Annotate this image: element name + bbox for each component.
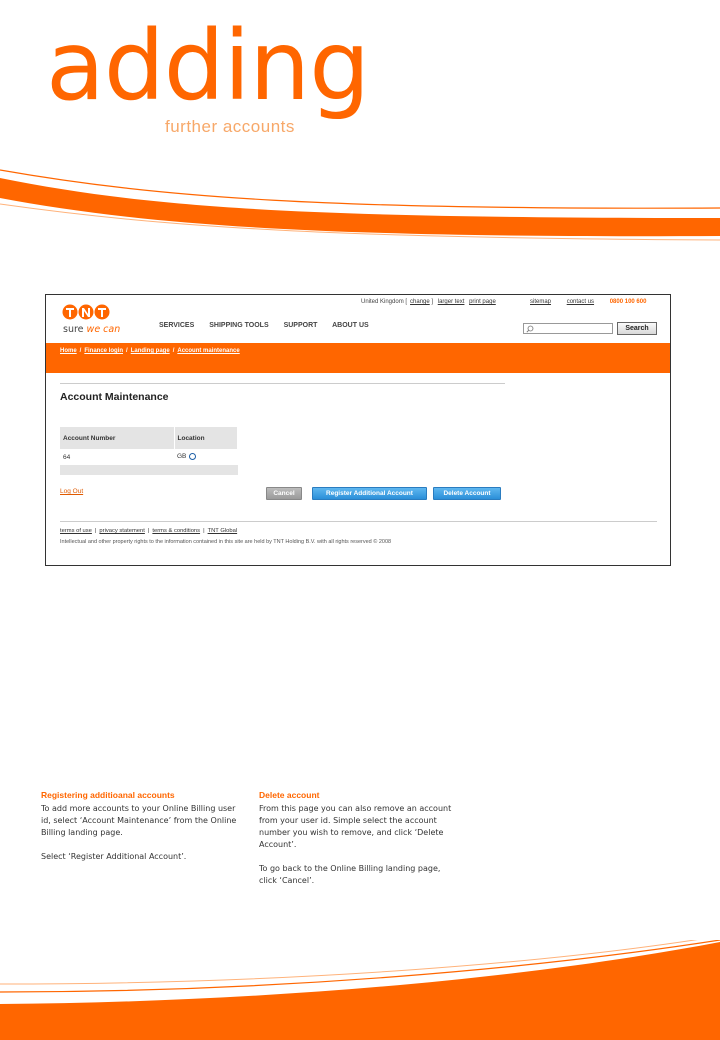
register-additional-account-button[interactable]: Register Additional Account [312, 487, 427, 500]
breadcrumb-home[interactable]: Home [60, 348, 77, 354]
delete-text-2: To go back to the Online Billing landing page, click ‘Cancel’. [259, 864, 441, 885]
breadcrumb-landing-page[interactable]: Landing page [130, 348, 170, 354]
content-divider [60, 383, 505, 384]
cancel-button[interactable]: Cancel [266, 487, 302, 500]
country-bracket: ] [431, 299, 434, 305]
register-instructions [41, 790, 241, 875]
footer-tnt-global[interactable]: TNT Global [207, 528, 238, 534]
table-row [60, 449, 238, 465]
delete-instructions [259, 790, 459, 899]
nav-about-us[interactable]: ABOUT US [332, 322, 369, 329]
footer-links: terms of use | privacy statement | terms & conditions | TNT Global [60, 528, 238, 534]
footer-privacy-statement[interactable]: privacy statement [99, 528, 145, 534]
top-swoosh-graphic [0, 168, 720, 248]
search-button[interactable]: Search [617, 322, 657, 335]
nav-shipping-tools[interactable]: SHIPPING TOOLS [209, 322, 269, 329]
tnt-logo-icon [62, 304, 110, 320]
country-label: United Kingdom [ [361, 299, 408, 305]
screenshot-account-maintenance [45, 294, 671, 566]
search-icon [526, 325, 534, 333]
nav-services[interactable]: SERVICES [159, 322, 195, 329]
copyright-text: Intellectual and other property rights to the information contained in this site are held by TNT Holding B.V. with all rights reserved © 2008 [60, 539, 392, 545]
header-account-number: Account Number [60, 427, 174, 449]
delete-text-1: From this page you can also remove an account from your user id. Simple select the account number you wish to remove, and click ‘Delete Account’. [259, 804, 452, 849]
change-country-link[interactable]: change [410, 299, 430, 305]
utility-bar [361, 299, 496, 305]
logo-tagline [63, 324, 120, 335]
sitemap-link[interactable]: sitemap [530, 299, 552, 305]
delete-account-button[interactable]: Delete Account [433, 487, 501, 500]
cell-location [174, 449, 238, 465]
section-heading: Account Maintenance [60, 391, 169, 403]
header-location: Location [174, 427, 238, 449]
register-heading: Registering additioanal accounts [41, 790, 175, 800]
footer-terms-of-use[interactable]: terms of use [60, 528, 92, 534]
delete-heading: Delete account [259, 790, 320, 800]
accounts-table [60, 427, 238, 475]
cell-account-number: 64 [63, 453, 71, 461]
page-subtitle: further accounts [165, 117, 295, 136]
page-title: adding [46, 10, 370, 122]
search-input[interactable] [523, 323, 613, 334]
footer-terms-conditions[interactable]: terms & conditions [152, 528, 201, 534]
contact-us-link[interactable]: contact us [566, 299, 595, 305]
breadcrumb-finance-login[interactable]: Finance login [84, 348, 124, 354]
location-value: GB [177, 453, 187, 461]
print-page-link[interactable]: print page [469, 299, 496, 305]
logout-link[interactable]: Log Out [60, 488, 84, 495]
breadcrumb-bar [46, 343, 671, 373]
account-radio[interactable] [189, 453, 196, 460]
register-text-2: Select ‘Register Additional Account’. [41, 852, 187, 861]
breadcrumb-account-maintenance[interactable]: Account maintenance [177, 348, 240, 354]
footer-divider [60, 521, 657, 522]
tagline-prefix: sure [63, 324, 84, 335]
larger-text-link[interactable]: larger text [437, 299, 465, 305]
bottom-swoosh-graphic [0, 940, 720, 1040]
register-text-1: To add more accounts to your Online Billing user id, select ‘Account Maintenance’ from the Online Billing landing page. [41, 804, 237, 837]
tagline-emphasis: we can [86, 324, 121, 335]
phone-number: 0800 100 600 [609, 299, 647, 305]
tnt-logo [60, 302, 130, 342]
site-links [530, 299, 646, 305]
nav-support[interactable]: SUPPORT [283, 322, 318, 329]
main-nav [159, 322, 382, 329]
breadcrumb: Home / Finance login / Landing page / Account maintenance [60, 348, 240, 354]
